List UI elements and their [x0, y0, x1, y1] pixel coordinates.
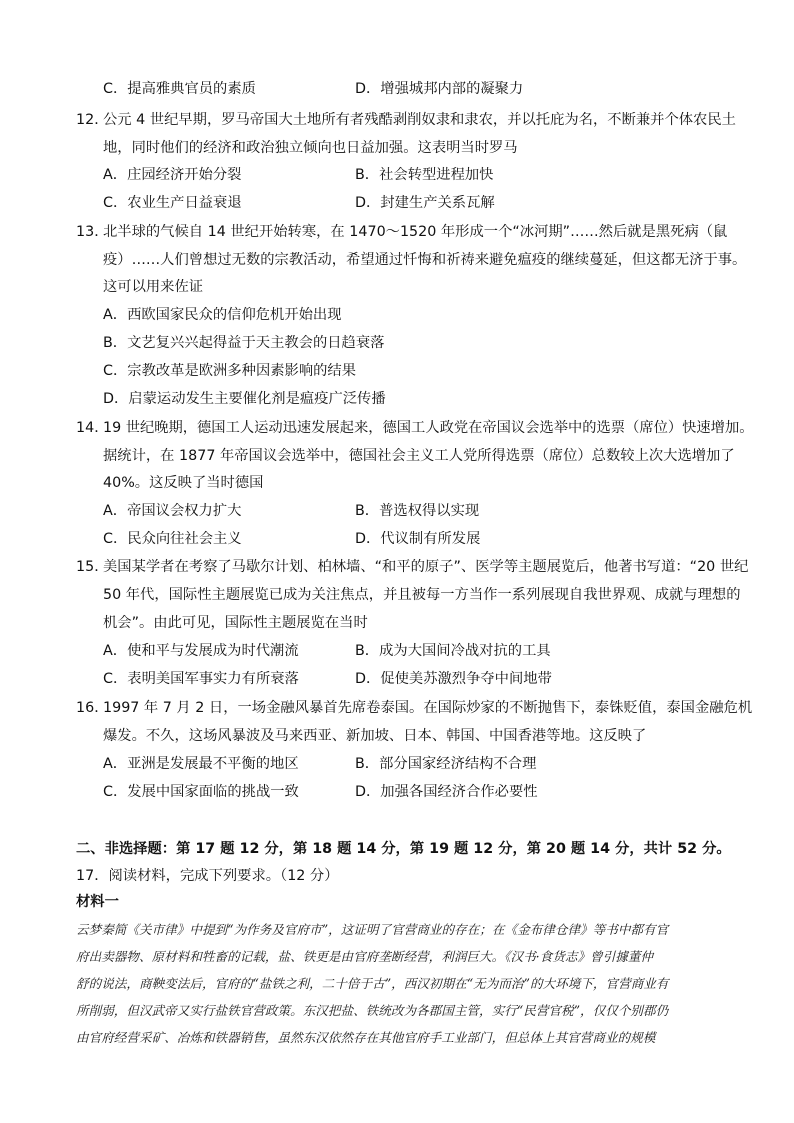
- q16-stem-line2: 爆发。不久，这场风暴波及马来西亚、新加坡、日本、韩国、中国香港等地。这反映了: [103, 728, 647, 744]
- q16-option-b[interactable]: B．部分国家经济结构不合理: [355, 756, 537, 772]
- q16-stem-line1: 1997 年 7 月 2 日，一场金融风暴首先席卷泰国。在国际炒家的不断抛售下，泰铢贬值，泰国金融危机: [103, 700, 753, 716]
- q13-number: 13．: [76, 224, 109, 240]
- q13-stem-line3: 这可以用来佐证: [103, 279, 204, 295]
- q14-stem-line2: 据统计，在 1877 年帝国议会选举中，德国社会主义工人党所得选票（席位）总数较上次大选增加了: [103, 448, 735, 464]
- q15-stem-line1: 美国某学者在考察了马歇尔计划、柏林墙、“和平的原子”、医学等主题展览后，他著书写道：“20 世纪: [103, 559, 749, 575]
- q12-option-d[interactable]: D．封建生产关系瓦解: [355, 195, 495, 211]
- q13-stem-line1: 北半球的气候自 14 世纪开始转寒，在 1470～1520 年形成一个“冰河期”……然后就是黑死病（鼠: [103, 224, 728, 240]
- q12-option-b[interactable]: B．社会转型进程加快: [355, 167, 494, 183]
- q16-number: 16．: [76, 700, 109, 716]
- q15-option-d[interactable]: D．促使美苏激烈争夺中间地带: [355, 671, 552, 687]
- q17-prompt: 17．阅读材料，完成下列要求。（12 分）: [76, 868, 339, 884]
- q13-stem-line2: 疫）……人们曾想过无数的宗教活动，希望通过忏悔和祈祷来避免瘟疫的继续蔓延，但这都无济于事。: [103, 252, 747, 268]
- q13-option-a[interactable]: A．西欧国家民众的信仰危机开始出现: [103, 307, 342, 323]
- q11-option-c[interactable]: C．提高雅典官员的素质: [103, 81, 256, 97]
- q13-option-c[interactable]: C．宗教改革是欧洲多种因素影响的结果: [103, 363, 357, 379]
- q15-option-c[interactable]: C．表明美国军事实力有所衰落: [103, 671, 299, 687]
- q13-option-b[interactable]: B．文艺复兴兴起得益于天主教会的日趋衰落: [103, 335, 385, 351]
- q16-option-d[interactable]: D．加强各国经济合作必要性: [355, 784, 538, 800]
- q14-option-a[interactable]: A．帝国议会权力扩大: [103, 503, 242, 519]
- q12-stem-line2: 地，同时他们的经济和政治独立倾向也日益加强。这表明当时罗马: [103, 140, 518, 156]
- material-one-line5: 由官府经营采矿、冶炼和铁器销售，虽然东汉依然存在其他官府手工业部门，但总体上其官营商业的规模: [76, 1030, 656, 1045]
- q12-stem-line1: 公元 4 世纪早期，罗马帝国大土地所有者残酷剥削奴隶和隶农，并以托庇为名，不断兼并个体农民土: [103, 112, 736, 128]
- material-one-line2: 府出卖器物、原材料和牲畜的记载，盐、铁更是由官府垄断经营，利润巨大。《汉书·食货志》曾引據董仲: [76, 949, 654, 964]
- q14-stem-line1: 19 世纪晚期，德国工人运动迅速发展起来，德国工人政党在帝国议会选举中的选票（席位）快速增加。: [103, 420, 754, 436]
- section-two-heading: 二、非选择题：第 17 题 12 分，第 18 题 14 分，第 19 题 12 分，第 20 题 14 分，共计 52 分。: [76, 841, 731, 857]
- material-one-title: 材料一: [76, 894, 119, 910]
- q14-option-b[interactable]: B．普选权得以实现: [355, 503, 480, 519]
- q11-option-d[interactable]: D．增强城邦内部的凝聚力: [355, 81, 524, 97]
- q14-option-c[interactable]: C．民众向往社会主义: [103, 531, 242, 547]
- q12-option-c[interactable]: C．农业生产日益衰退: [103, 195, 242, 211]
- material-one-line3: 舒的说法，商鞅变法后，官府的“盐铁之利，二十倍于古”，西汉初期在“无为而治”的大环境下，官营商业有: [76, 976, 669, 991]
- q16-option-a[interactable]: A．亚洲是发展最不平衡的地区: [103, 756, 299, 772]
- q12-number: 12．: [76, 112, 109, 128]
- material-one-line4: 所削弱，但汉武帝又实行盐铁官营政策。东汉把盐、铁统改为各郡国主管，实行“民营官税”，仅仅个别郡仍: [76, 1003, 669, 1018]
- q15-option-a[interactable]: A．使和平与发展成为时代潮流: [103, 643, 299, 659]
- q12-option-a[interactable]: A．庄园经济开始分裂: [103, 167, 242, 183]
- q14-stem-line3: 40%。这反映了当时德国: [103, 475, 264, 491]
- material-one-line1: 云梦秦简《关市律》中提到“为作务及官府市”，这证明了官营商业的存在；在《金布律仓律》等书中都有官: [76, 922, 669, 937]
- q14-option-d[interactable]: D．代议制有所发展: [355, 531, 481, 547]
- q13-option-d[interactable]: D．启蒙运动发生主要催化剂是瘟疫广泛传播: [103, 391, 386, 407]
- q15-stem-line2: 50 年代，国际性主题展览已成为关注焦点，并且被每一方当作一系列展现自我世界观、成就与理想的: [103, 587, 741, 603]
- q15-number: 15．: [76, 559, 109, 575]
- q15-stem-line3: 机会”。由此可见，国际性主题展览在当时: [103, 615, 368, 631]
- q15-option-b[interactable]: B．成为大国间冷战对抗的工具: [355, 643, 551, 659]
- q14-number: 14．: [76, 420, 109, 436]
- q16-option-c[interactable]: C．发展中国家面临的挑战一致: [103, 784, 299, 800]
